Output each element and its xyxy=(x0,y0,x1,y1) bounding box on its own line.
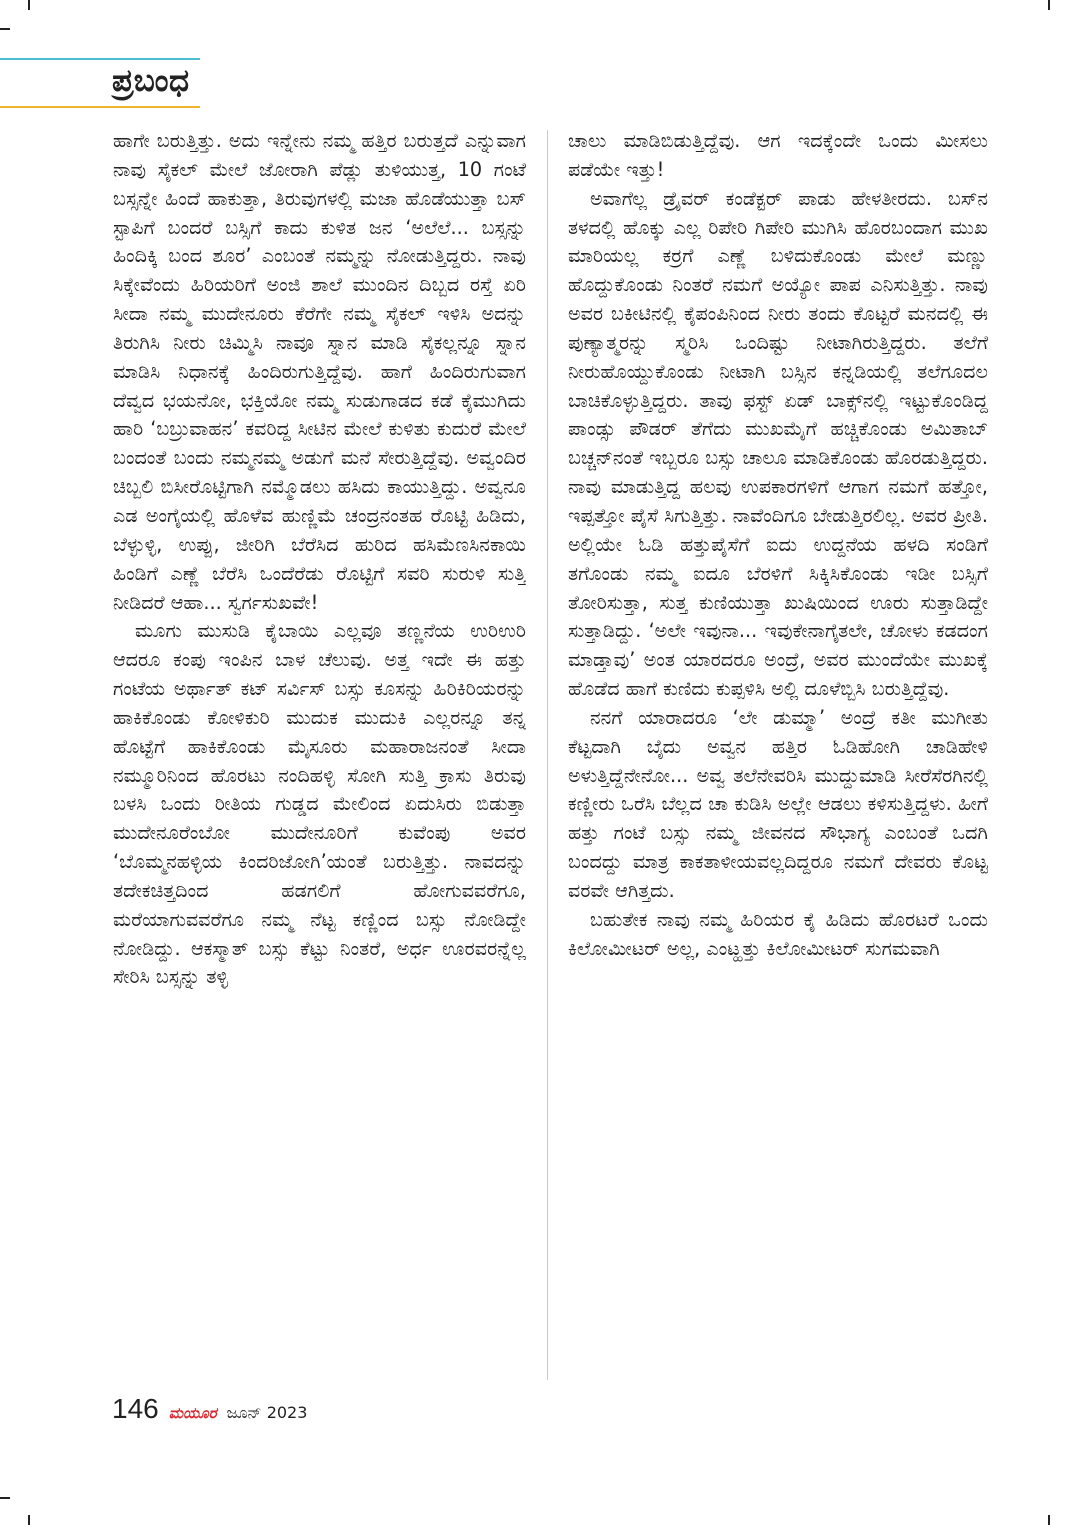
paragraph: ಚಾಲು ಮಾಡಿಬಿಡುತ್ತಿದ್ದೆವು. ಆಗ ಇದಕ್ಕೆಂದೇ ಒಂದು ಮೀಸಲು ಪಡೆಯೇ ಇತ್ತು! xyxy=(568,129,988,181)
article-column-left xyxy=(113,127,526,1377)
header-rule-bottom xyxy=(0,106,200,108)
crop-mark xyxy=(1048,0,1050,10)
paragraph: ಹಾಗೇ ಬರುತ್ತಿತ್ತು. ಅದು ಇನ್ನೇನು ನಮ್ಮ ಹತ್ತಿರ ಬರುತ್ತದೆ ಎನ್ನುವಾಗ ನಾವು ಸೈಕಲ್ ಮೇಲೆ ಜೋರಾಗಿ ಪೆಡ್ಲು ತುಳಿಯುತ್ತ, 10 ಗಂಟೆ ಬಸ್ಸನ್ನೇ ಹಿಂದೆ ಹಾಕುತ್ತಾ, ತಿರುವುಗಳಲ್ಲಿ ಮಜಾ ಹೊಡೆಯುತ್ತಾ ಬಸ್ ಸ್ಟಾಪಿಗೆ ಬಂದರೆ ಬಸ್ಸಿಗೆ ಕಾದು ಕುಳಿತ ಜನ ‘ಅಲೆಲೆ... ಬಸ್ಸನ್ನು ಹಿಂದಿಕ್ಕಿ ಬಂದ ಶೂರ’ ಎಂಬಂತೆ ನಮ್ಮನ್ನು ನೋಡುತ್ತಿದ್ದರು. ನಾವು ಸಿಕ್ಕೇವೆಂದು ಹಿರಿಯರಿಗೆ ಅಂಜಿ ಶಾಲೆ ಮುಂದಿನ ದಿಬ್ಬದ ರಸ್ತೆ ಏರಿ ಸೀದಾ ನಮ್ಮ ಮುದೇನೂರು ಕೆರೆಗೇ ನಮ್ಮ ಸೈಕಲ್ ಇಳಿಸಿ ಅದನ್ನು ತಿರುಗಿಸಿ ನೀರು ಚಿಮ್ಮಿಸಿ ನಾವೂ ಸ್ನಾನ ಮಾಡಿ ಸೈಕಲ್ಲನ್ನೂ ಸ್ನಾನ ಮಾಡಿಸಿ ನಿಧಾನಕ್ಕೆ ಹಿಂದಿರುಗುತ್ತಿದ್ದೆವು. ಹಾಗೆ ಹಿಂದಿರುಗುವಾಗ ದೆವ್ವದ ಭಯನೋ, ಭಕ್ತಿಯೋ ನಮ್ಮ ಸುಡುಗಾಡದ ಕಡೆ ಕೈಮುಗಿದು ಹಾರಿ ‘ಬಬ್ರುವಾಹನ’ ಕವರಿದ್ದ ಸೀಟಿನ ಮೇಲೆ ಕುಳಿತು ಕುದುರೆ ಮೇಲೆ ಬಂದಂತೆ ಬಂದು ನಮ್ಮನಮ್ಮ ಅಡುಗೆ ಮನೆ ಸೇರುತ್ತಿದ್ದೆವು. ಅವ್ವಂದಿರ ಚಿಬ್ಬಲಿ ಬಿಸೀರೊಟ್ಟಿಗಾಗಿ ನಮ್ಮೊಡಲು ಹಸಿದು ಕಾಯುತ್ತಿದ್ದು. ಅವ್ವನೂ ಎಡ ಅಂಗೈಯಲ್ಲಿ ಹೊಳೆವ ಹುಣ್ಣಿಮೆ ಚಂದ್ರನಂತಹ ರೊಟ್ಟಿ ಹಿಡಿದು, ಬೆಳ್ಳುಳ್ಳಿ, ಉಪ್ಪು, ಜೀರಿಗಿ ಬೆರೆಸಿದ ಹುರಿದ ಹಸಿಮೆಣಸಿನಕಾಯಿ ಹಿಂಡಿಗೆ ಎಣ್ಣೆ ಬೆರೆಸಿ ಒಂದೆರೆಡು ರೊಟ್ಟಿಗೆ ಸವರಿ ಸುರುಳಿ ಸುತ್ತಿ ನೀಡಿದರೆ ಆಹಾ... ಸ್ವರ್ಗಸುಖವೇ! xyxy=(113,129,526,614)
column-divider xyxy=(547,130,548,1380)
paragraph: ನನಗೆ ಯಾರಾದರೂ ‘ಲೇ ಡುಮ್ಮಾ’ ಅಂದ್ರೆ ಕತೀ ಮುಗೀತು ಕೆಟ್ಟದಾಗಿ ಬೈದು ಅವ್ವನ ಹತ್ತಿರ ಓಡಿಹೋಗಿ ಚಾಡಿಹೇಳಿ ಅಳುತ್ತಿದ್ದೆನೇನೋ... ಅವ್ವ ತಲೆನೇವರಿಸಿ ಮುದ್ದುಮಾಡಿ ಸೀರೆಸೆರಗಿನಲ್ಲಿ ಕಣ್ಣೀರು ಒರೆಸಿ ಬೆಲ್ಲದ ಚಾ ಕುಡಿಸಿ ಅಲ್ಲೇ ಆಡಲು ಕಳಿಸುತ್ತಿದ್ದಳು. ಹೀಗೆ ಹತ್ತು ಗಂಟೆ ಬಸ್ಸು ನಮ್ಮ ಜೀವನದ ಸೌಭಾಗ್ಯ ಎಂಬಂತೆ ಒದಗಿ ಬಂದದ್ದು ಮಾತ್ರ ಕಾಕತಾಳೀಯವಲ್ಲದಿದ್ದರೂ ನಮಗೆ ದೇವರು ಕೊಟ್ಟ ವರವೇ ಆಗಿತ್ತದು. xyxy=(568,705,988,902)
crop-mark xyxy=(28,0,30,10)
crop-mark xyxy=(28,1515,30,1525)
section-header xyxy=(0,58,210,108)
crop-mark xyxy=(0,28,10,30)
paragraph: ಮೂಗು ಮುಸುಡಿ ಕೈಬಾಯಿ ಎಲ್ಲವೂ ತಣ್ಣನೆಯ ಉರಿಉರಿ ಆದರೂ ಕಂಪು ಇಂಪಿನ ಬಾಳ ಚೆಲುವು. ಅತ್ತ ಇದೇ ಈ ಹತ್ತು ಗಂಟೆಯ ಅರ್ಥಾತ್ ಕಟ್ ಸರ್ವಿಸ್ ಬಸ್ಸು ಕೂಸನ್ನು ಹಿರಿಕಿರಿಯರನ್ನು ಹಾಕಿಕೊಂಡು ಕೋಳಿಕುರಿ ಮುದುಕ ಮುದುಕಿ ಎಲ್ಲರನ್ನೂ ತನ್ನ ಹೊಟ್ಟೆಗೆ ಹಾಕಿಕೊಂಡು ಮೈಸೂರು ಮಹಾರಾಜನಂತೆ ಸೀದಾ ನಮ್ಮೂರಿನಿಂದ ಹೊರಟು ನಂದಿಹಳ್ಳಿ ಸೋಗಿ ಸುತ್ತಿ ಕ್ರಾಸು ತಿರುವು ಬಳಸಿ ಒಂದು ರೀತಿಯ ಗುಡ್ಡದ ಮೇಲಿಂದ ಏದುಸಿರು ಬಿಡುತ್ತಾ ಮುದೇನೂರೆಂಬೋ ಮುದೇನೂರಿಗೆ ಕುವೆಂಪು ಅವರ ‘ಬೊಮ್ಮನಹಳ್ಳಿಯ ಕಿಂದರಿಜೋಗಿ’ಯಂತೆ ಬರುತ್ತಿತ್ತು. ನಾವದನ್ನು ತದೇಕಚಿತ್ತದಿಂದ ಹಡಗಲಿಗೆ ಹೋಗುವವರೆಗೂ, ಮರೆಯಾಗುವವರೆಗೂ ನಮ್ಮ ನೆಟ್ಟ ಕಣ್ಣಿಂದ ಬಸ್ಸು ನೋಡಿದ್ದೇ ನೋಡಿದ್ದು. ಆಕಸ್ಮಾತ್ ಬಸ್ಸು ಕೆಟ್ಟು ನಿಂತರೆ, ಅರ್ಧ ಊರವರನ್ನೆಲ್ಲ ಸೇರಿಸಿ ಬಸ್ಸನ್ನು ತಳ್ಳಿ xyxy=(113,619,526,989)
page-footer xyxy=(112,1393,307,1427)
section-title: ಪ್ರಬಂಧ xyxy=(112,63,190,99)
header-rule-top xyxy=(0,58,200,60)
paragraph: ಬಹುತೇಕ ನಾವು ನಮ್ಮ ಹಿರಿಯರ ಕೈ ಹಿಡಿದು ಹೊರಟರೆ ಒಂದು ಕಿಲೋಮೀಟರ್ ಅಲ್ಲ, ಎಂಟ್ಹತ್ತು ಕಿಲೋಮೀಟರ್ ಸುಗಮವಾಗಿ xyxy=(568,907,988,960)
crop-mark xyxy=(0,1497,10,1499)
paragraph: ಅವಾಗೆಲ್ಲ ಡ್ರೈವರ್ ಕಂಡೆಕ್ಟರ್ ಪಾಡು ಹೇಳತೀರದು. ಬಸ್‌ನ ತಳದಲ್ಲಿ ಹೊಕ್ಕು ಎಲ್ಲ ರಿಪೇರಿ ಗಿಪೇರಿ ಮುಗಿಸಿ ಹೊರಬಂದಾಗ ಮುಖ ಮಾರಿಯಲ್ಲ ಕರ‍್ರಗೆ ಎಣ್ಣೆ ಬಳಿದುಕೊಂಡು ಮೇಲೆ ಮಣ್ಣು ಹೊದ್ದುಕೊಂಡು ನಿಂತರೆ ನಮಗೆ ಅಯ್ಯೋ ಪಾಪ ಎನಿಸುತ್ತಿತ್ತು. ನಾವು ಅವರ ಬಕೀಟಿನಲ್ಲಿ ಕೈಪಂಪಿನಿಂದ ನೀರು ತಂದು ಕೊಟ್ಟರೆ ಮನದಲ್ಲಿ ಈ ಪುಣ್ಯಾತ್ಮರನ್ನು ಸ್ಮರಿಸಿ ಒಂದಿಷ್ಟು ನೀಟಾಗಿರುತ್ತಿದ್ದರು. ತಲೆಗೆ ನೀರುಹೊಯ್ದುಕೊಂಡು ನೀಟಾಗಿ ಬಸ್ಸಿನ ಕನ್ನಡಿಯಲ್ಲಿ ತಲೆಗೂದಲ ಬಾಚಿಕೊಳ್ಳುತ್ತಿದ್ದರು. ತಾವು ಫಸ್ಟ್ ಏಡ್ ಬಾಕ್ಸ್‌ನಲ್ಲಿ ಇಟ್ಟುಕೊಂಡಿದ್ದ ಪಾಂಡ್ಸು ಪೌಡರ್ ತೆಗೆದು ಮುಖಮೈಗೆ ಹಚ್ಚಿಕೊಂಡು ಅಮಿತಾಬ್ ಬಚ್ಚನ್‌ನಂತೆ ಇಬ್ಬರೂ ಬಸ್ಸು ಚಾಲೂ ಮಾಡಿಕೊಂಡು ಹೊರಡುತ್ತಿದ್ದರು. ನಾವು ಮಾಡುತ್ತಿದ್ದ ಹಲವು ಉಪಕಾರಗಳಿಗೆ ಆಗಾಗ ನಮಗೆ ಹತ್ತೋ, ಇಪ್ಪತ್ತೋ ಪೈಸೆ ಸಿಗುತ್ತಿತ್ತು. ನಾವೆಂದಿಗೂ ಬೇಡುತ್ತಿರಲಿಲ್ಲ. ಅವರ ಪ್ರೀತಿ. ಅಲ್ಲಿಯೇ ಓಡಿ ಹತ್ತುಪೈಸೆಗೆ ಐದು ಉದ್ದನೆಯ ಹಳದಿ ಸಂಡಿಗೆ ತಗೊಂಡು ನಮ್ಮ ಐದೂ ಬೆರಳಿಗೆ ಸಿಕ್ಕಿಸಿಕೊಂಡು ಇಡೀ ಬಸ್ಸಿಗೆ ತೋರಿಸುತ್ತಾ, ಸುತ್ತ ಕುಣಿಯುತ್ತಾ ಖುಷಿಯಿಂದ ಊರು ಸುತ್ತಾಡಿದ್ದೇ ಸುತ್ತಾಡಿದ್ದು. ‘ಅಲೇ ಇವುನಾ... ಇವುಕೇನಾಗೈತಲೇ, ಚೋಳು ಕಡದಂಗ ಮಾಡ್ತಾವು’ ಅಂತ ಯಾರದರೂ ಅಂದ್ರೆ, ಅವರ ಮುಂದೆಯೇ ಮುಖಕ್ಕೆ ಹೊಡೆದ ಹಾಗೆ ಕುಣಿದು ಕುಪ್ಪಳಿಸಿ ಅಲ್ಲಿ ದೂಳೆಬ್ಬಿಸಿ ಬರುತ್ತಿದ್ದೆವು. xyxy=(568,186,988,701)
magazine-logo: ಮಯೂರ xyxy=(168,1404,217,1422)
crop-mark xyxy=(1048,1515,1050,1525)
issue-date: ಜೂನ್ 2023 xyxy=(226,1403,308,1422)
article-column-right xyxy=(568,127,988,1377)
page-number: 146 xyxy=(112,1393,159,1424)
